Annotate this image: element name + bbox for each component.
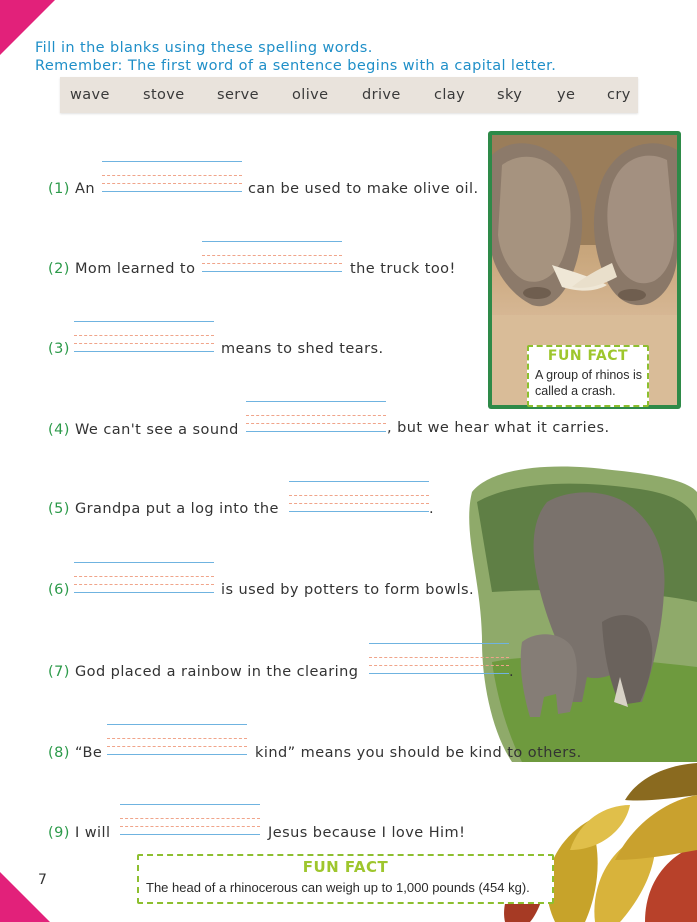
answer-blank[interactable] — [74, 562, 214, 606]
instructions — [35, 39, 556, 75]
question-5-after — [429, 501, 434, 517]
question-number: (5) — [48, 501, 70, 517]
word-bank-item: sky — [497, 87, 523, 103]
question-text-before: God placed a rainbow in the clearing — [74, 664, 359, 680]
question-8-after — [255, 745, 582, 761]
answer-blank[interactable] — [246, 401, 386, 445]
instructions-line-2: Remember: The first word of a sentence begins with a capital letter. — [35, 58, 557, 74]
question-number: (2) — [48, 261, 70, 277]
word-bank-item: ye — [557, 87, 576, 103]
fun-fact-card-rhino-head — [137, 854, 554, 904]
rhino-calf-illustration — [452, 462, 697, 762]
question-number: (3) — [48, 341, 70, 357]
answer-blank[interactable] — [289, 481, 429, 525]
word-bank-item: serve — [217, 87, 259, 103]
fun-fact-card-rhinos — [527, 345, 649, 407]
question-1 — [48, 181, 95, 197]
question-7-after — [509, 664, 514, 680]
answer-blank[interactable] — [107, 724, 247, 768]
answer-blank[interactable] — [102, 161, 242, 205]
page-number: 7 — [38, 872, 47, 888]
question-text-before: Mom learned to — [74, 261, 196, 277]
question-8 — [48, 745, 102, 761]
question-text-after: kind” means you should be kind to others. — [255, 745, 582, 761]
question-4 — [48, 422, 239, 438]
question-number: (1) — [48, 181, 70, 197]
question-7 — [48, 664, 358, 680]
fun-fact-title: FUN FACT — [547, 348, 629, 364]
fun-fact-text: The head of a rhinocerous can weigh up to 1,000 pounds (454 kg). — [146, 880, 530, 895]
question-text-after: . — [429, 501, 435, 517]
answer-blank[interactable] — [369, 643, 509, 687]
question-5 — [48, 501, 279, 517]
question-number: (8) — [48, 745, 70, 761]
question-1-after — [248, 181, 479, 197]
question-number: (7) — [48, 664, 70, 680]
question-text-after: , but we hear what it carries. — [387, 420, 610, 436]
answer-blank[interactable] — [202, 241, 342, 285]
question-text-after: can be used to make olive oil. — [248, 181, 479, 197]
question-9 — [48, 825, 110, 841]
word-bank-item: stove — [143, 87, 185, 103]
question-6-after — [221, 582, 474, 598]
question-text-before: “Be — [74, 745, 103, 761]
word-bank-item: clay — [434, 87, 466, 103]
question-text-after: is used by potters to form bowls. — [221, 582, 475, 598]
instructions-line-1: Fill in the blanks using these spelling words. — [35, 40, 373, 56]
question-4-after — [387, 420, 610, 436]
word-bank-item: olive — [292, 87, 329, 103]
question-number: (9) — [48, 825, 70, 841]
question-text-before: Grandpa put a log into the — [74, 501, 279, 517]
word-bank-item: cry — [607, 87, 631, 103]
question-text-before: I will — [74, 825, 111, 841]
question-number: (6) — [48, 582, 70, 598]
answer-blank[interactable] — [74, 321, 214, 365]
question-2-after — [350, 261, 456, 277]
word-bank-item: wave — [70, 87, 110, 103]
question-number: (4) — [48, 422, 70, 438]
word-bank-item: drive — [362, 87, 401, 103]
word-bank — [60, 77, 638, 113]
question-text-after: means to shed tears. — [221, 341, 384, 357]
question-9-after — [268, 825, 465, 841]
question-text-after: . — [509, 664, 515, 680]
question-3-after — [221, 341, 384, 357]
rhino-calf-photo — [452, 462, 697, 762]
fun-fact-title: FUN FACT — [302, 858, 389, 876]
question-text-before: We can't see a sound — [74, 422, 239, 438]
question-3 — [48, 341, 70, 357]
fun-fact-text: A group of rhinos is called a crash. — [535, 368, 643, 398]
question-text-after: the truck too! — [350, 261, 456, 277]
question-text-after: Jesus because I love Him! — [268, 825, 466, 841]
answer-blank[interactable] — [120, 804, 260, 848]
question-text-before: An — [74, 181, 95, 197]
question-6 — [48, 582, 70, 598]
question-2 — [48, 261, 195, 277]
